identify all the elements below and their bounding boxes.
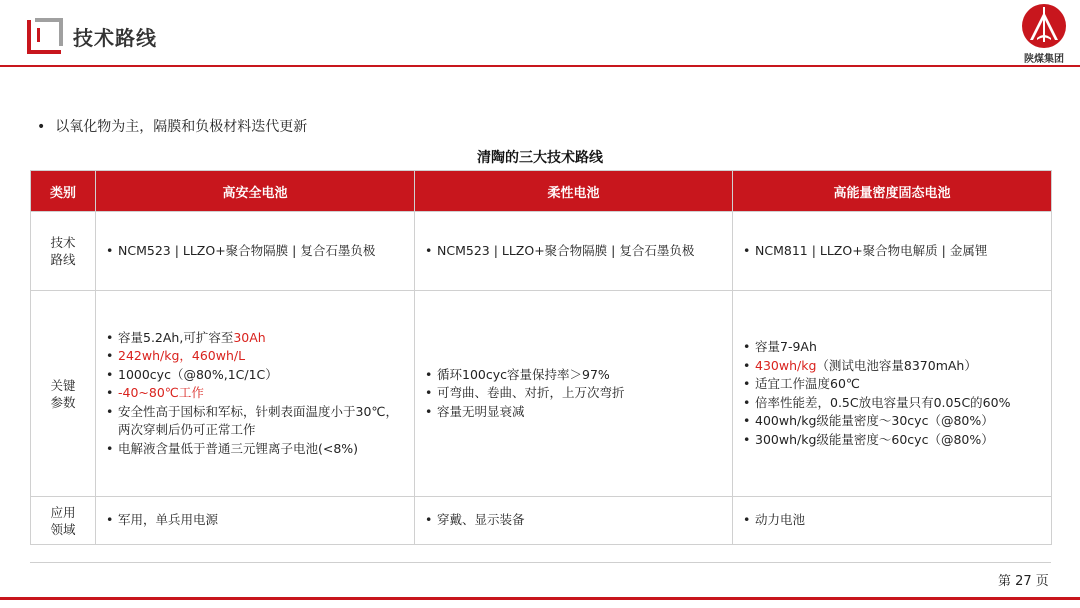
table-row (31, 497, 1052, 545)
header-divider (0, 65, 1080, 67)
row-label-application: 应用 领域 (31, 497, 96, 545)
cell-flexible-application (415, 497, 733, 545)
page-title: 技术路线 (73, 26, 157, 50)
brand-name: 陕煤集团 (1024, 54, 1064, 65)
bottom-accent-bar (0, 597, 1080, 600)
list-item: • 电解液含量低于普通三元锂离子电池(<8%) (104, 440, 406, 459)
list-item: • NCM811 | LLZO+聚合物电解质 | 金属锂 (741, 242, 1043, 261)
row-label-key-params: 关键 参数 (31, 291, 96, 497)
list-item: • 倍率性能差，0.5C放电容量只有0.05C的60% (741, 394, 1043, 413)
bracket-logo-icon (25, 16, 65, 56)
list-item: • 300wh/kg级能量密度～60cyc（@80%） (741, 431, 1043, 450)
table-header-row (31, 171, 1052, 212)
row-label-tech-route: 技术 路线 (31, 212, 96, 291)
table-row (31, 212, 1052, 291)
header-category: 类别 (31, 171, 96, 212)
list-item: • 循环100cyc容量保持率＞97% (423, 366, 724, 385)
list-item: • 容量7-9Ah (741, 338, 1043, 357)
list-item: • NCM523 | LLZO+聚合物隔膜 | 复合石墨负极 (423, 242, 724, 261)
list-item: • 400wh/kg级能量密度～30cyc（@80%） (741, 412, 1043, 431)
list-item: • -40~80℃工作 (104, 384, 406, 403)
list-item: • 穿戴、显示装备 (423, 511, 724, 530)
footer-divider (30, 562, 1051, 563)
page-number: 第 27 页 (998, 574, 1049, 589)
tech-routes-table (30, 170, 1052, 545)
list-item: • 242wh/kg，460wh/L (104, 347, 406, 366)
cell-high-safety-params (96, 291, 415, 497)
list-item: • 容量5.2Ah,可扩容至30Ah (104, 329, 406, 348)
list-item: • 1000cyc（@80%,1C/1C） (104, 366, 406, 385)
list-item: • 安全性高于国标和军标，针刺表面温度小于30℃，两次穿刺后仍可正常工作 (104, 403, 406, 440)
list-item: • 适宜工作温度60℃ (741, 375, 1043, 394)
cell-flexible-route (415, 212, 733, 291)
list-item: • NCM523 | LLZO+聚合物隔膜 | 复合石墨负极 (104, 242, 406, 261)
intro-text: 以氧化物为主，隔膜和负极材料迭代更新 (55, 119, 308, 135)
header-high-safety: 高安全电池 (96, 171, 415, 212)
cell-high-safety-application (96, 497, 415, 545)
cell-high-energy-application (733, 497, 1052, 545)
cell-flexible-params (415, 291, 733, 497)
table-row (31, 291, 1052, 497)
list-item: • 430wh/kg（测试电池容量8370mAh） (741, 357, 1043, 376)
list-item: • 军用，单兵用电源 (104, 511, 406, 530)
table-title: 清陶的三大技术路线 (477, 150, 603, 166)
header-flexible: 柔性电池 (415, 171, 733, 212)
list-item: • 动力电池 (741, 511, 1043, 530)
cell-high-energy-params (733, 291, 1052, 497)
cell-high-safety-route (96, 212, 415, 291)
header-high-energy: 高能量密度固态电池 (733, 171, 1052, 212)
intro-bullet: • 以氧化物为主，隔膜和负极材料迭代更新 (37, 119, 308, 135)
list-item: • 容量无明显衰减 (423, 403, 724, 422)
company-logo-icon (1020, 2, 1068, 50)
cell-high-energy-route (733, 212, 1052, 291)
list-item: • 可弯曲、卷曲、对折，上万次弯折 (423, 384, 724, 403)
